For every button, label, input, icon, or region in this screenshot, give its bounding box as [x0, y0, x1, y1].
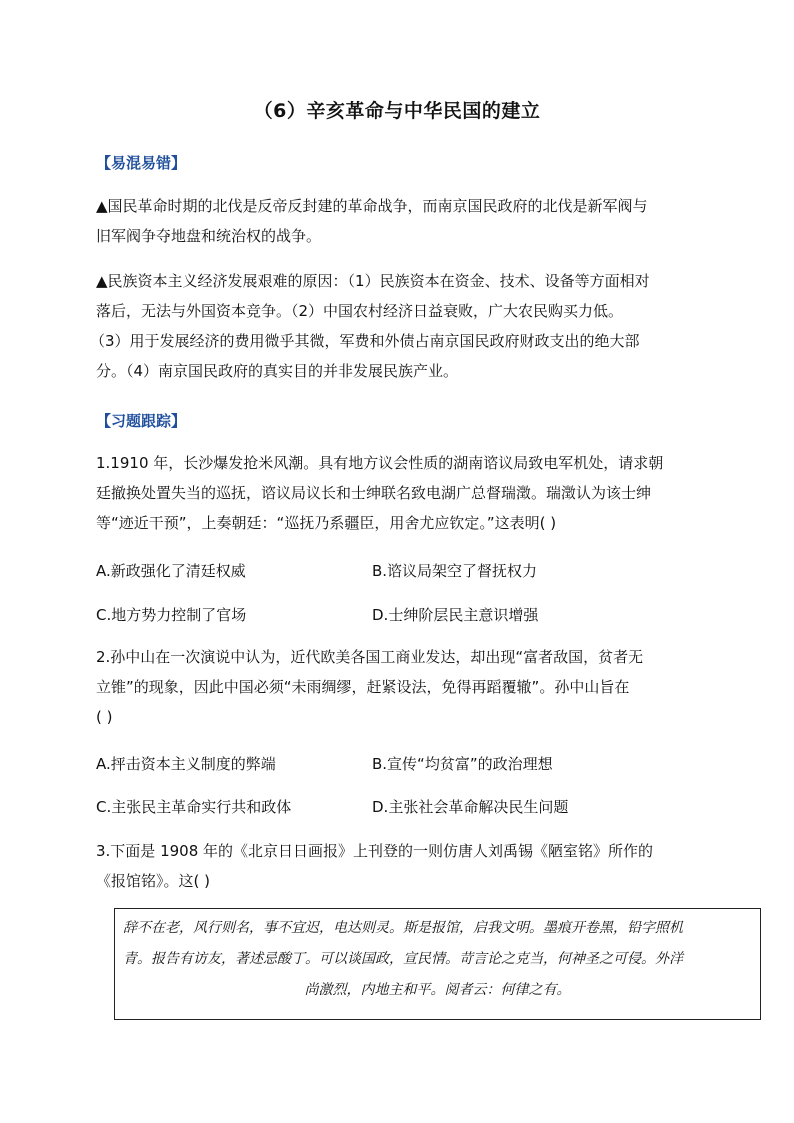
question-line: ( ): [96, 708, 113, 726]
question-line: 立锥”的现象，因此中国必须“未雨绸缪，赶紧设法，免得再蹈覆辙”。孙中山旨在: [96, 678, 630, 696]
question-1-option-c: C.地方势力控制了官场: [96, 606, 247, 624]
question-line: 3.下面是 1908 年的《北京日日画报》上刊登的一则仿唐人刘禹锡《陋室铭》所作的: [96, 842, 654, 860]
quote-line: 尚激烈，内地主和平。阅者云：何律之有。: [304, 982, 571, 998]
question-2-option-d: D.主张社会革命解决民生问题: [372, 798, 569, 816]
quote-line: 辞不在老，风行则名，事不宜迟，电达则灵。斯是报馆，启我文明。墨痕开卷黑，铅字照机: [123, 920, 683, 936]
page-title: （6）辛亥革命与中华民国的建立: [253, 100, 541, 122]
question-line: 等“迹近干预”，上奏朝廷：“巡抚乃系疆臣，用舍尤应钦定。”这表明( ): [96, 514, 557, 532]
question-1-option-b: B.谘议局架空了督抚权力: [372, 562, 538, 580]
paragraph-line: 分。（4）南京国民政府的真实目的并非发展民族产业。: [96, 362, 459, 380]
section-heading-practice: 【习题跟踪】: [96, 412, 187, 430]
quote-box: [114, 908, 761, 1020]
paragraph-line: 落后，无法与外国资本竞争。（2）中国农村经济日益衰败，广大农民购买力低。: [96, 302, 624, 320]
question-1-option-d: D.士绅阶层民主意识增强: [372, 606, 539, 624]
quote-line: 青。报告有访友，著述忌酸丁。可以谈国政，宣民情。苛言论之克当，何神圣之可侵。外洋: [123, 951, 683, 967]
question-line: 《报馆铭》。这( ): [96, 872, 210, 890]
question-line: 2.孙中山在一次演说中认为，近代欧美各国工商业发达，却出现“富者敌国，贫者无: [96, 648, 644, 666]
question-line: 廷撤换处置失当的巡抚，谘议局议长和士绅联名致电湖广总督瑞澂。瑞澂认为该士绅: [96, 484, 652, 502]
question-2-option-a: A.抨击资本主义制度的弊端: [96, 755, 276, 773]
confusion-point-2: [90, 266, 706, 386]
question-2-option-b: B.宣传“均贫富”的政治理想: [372, 755, 553, 773]
paragraph-line: （3）用于发展经济的费用微乎其微，军费和外债占南京国民政府财政支出的绝大部: [90, 332, 640, 350]
question-2-stem: [96, 642, 706, 732]
paragraph-line: ▲国民革命时期的北伐是反帝反封建的革命战争，而南京国民政府的北伐是新军阀与: [96, 197, 648, 215]
confusion-point-1: [96, 191, 706, 251]
question-1-option-a: A.新政强化了清廷权威: [96, 562, 246, 580]
section-heading-confusion: 【易混易错】: [96, 154, 187, 172]
question-2-option-c: C.主张民主革命实行共和政体: [96, 798, 292, 816]
paragraph-line: 旧军阀争夺地盘和统治权的战争。: [96, 227, 322, 245]
paragraph-line: ▲民族资本主义经济发展艰难的原因：（1）民族资本在资金、技术、设备等方面相对: [96, 272, 650, 290]
question-1-stem: [96, 448, 706, 538]
question-line: 1.1910 年，长沙爆发抢米风潮。具有地方议会性质的湖南谘议局致电军机处，请求朝: [96, 454, 664, 472]
question-3-stem: [96, 836, 706, 896]
